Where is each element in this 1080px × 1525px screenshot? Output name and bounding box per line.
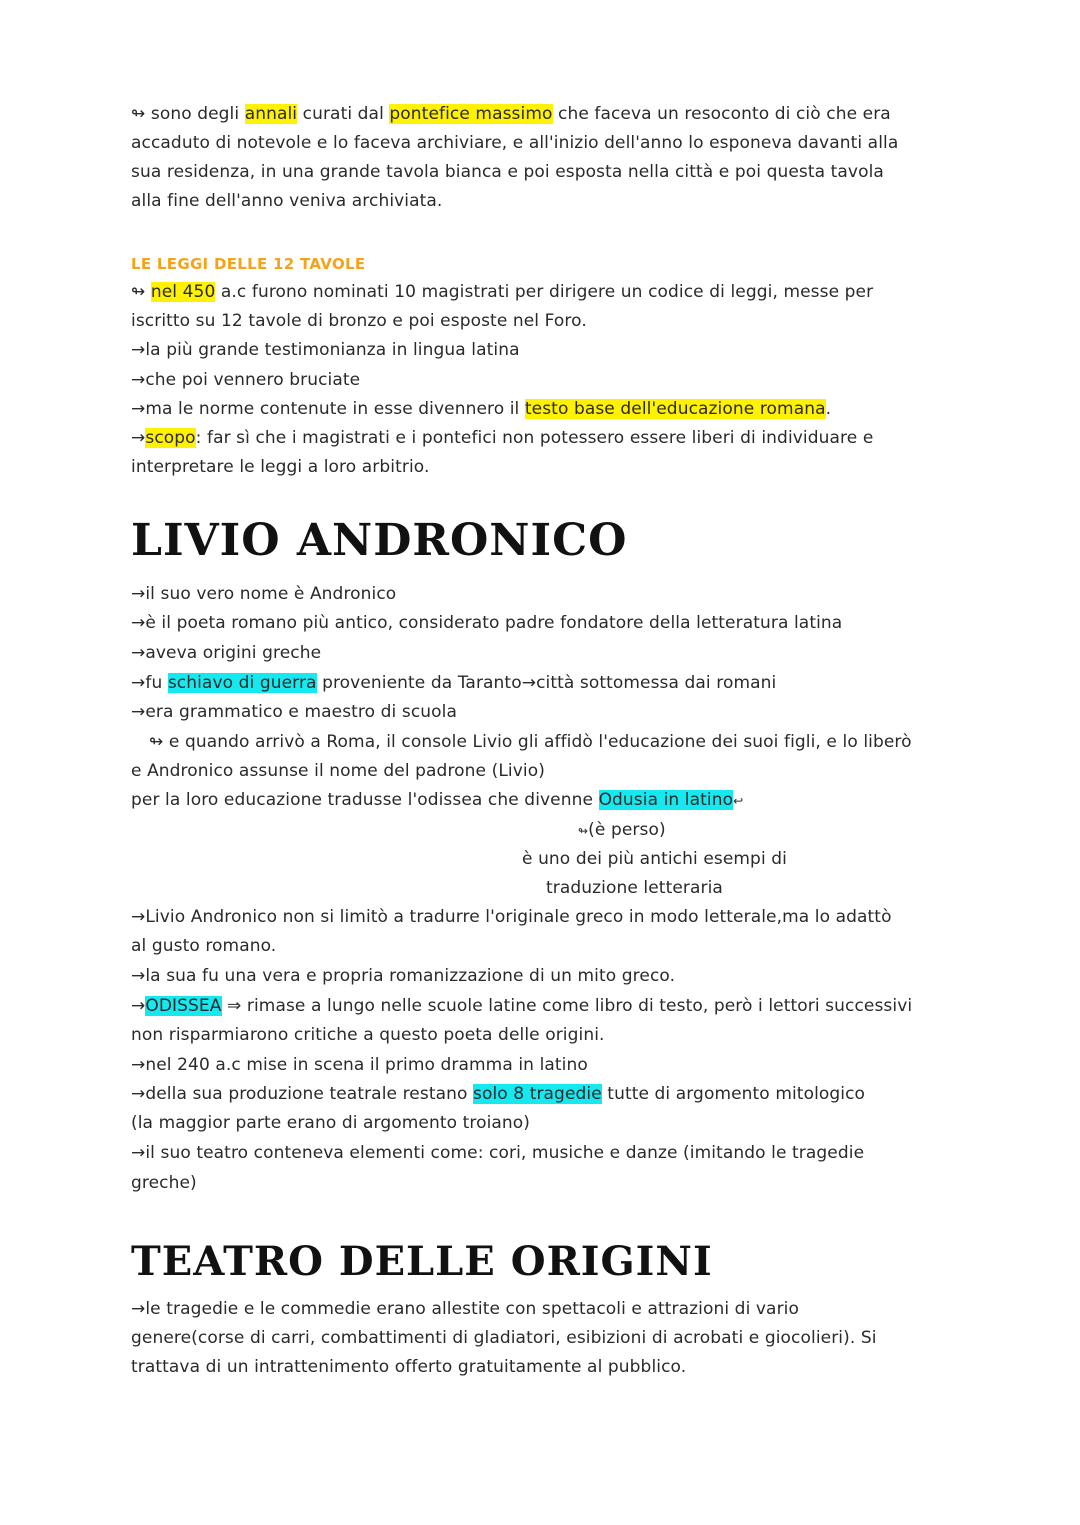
livio-line-5: →era grammatico e maestro di scuola: [131, 702, 457, 722]
leggi-line-5: →ma le norme contenute in esse divennero il testo base dell'educazione romana.: [131, 399, 832, 419]
arrow-icon: →: [131, 1084, 146, 1104]
livio-line-19: (la maggior parte erano di argomento troiano): [131, 1113, 531, 1133]
livio-line-17: →nel 240 a.c mise in scena il primo dramma in latino: [131, 1055, 588, 1075]
arrow-icon: →: [131, 1299, 146, 1319]
intro-line-3: sua residenza, in una grande tavola bianca e poi esposta nella città e poi questa tavola: [131, 162, 884, 182]
intro-line-4: alla fine dell'anno veniva archiviata.: [131, 191, 443, 211]
intro-line-2: accaduto di notevole e lo faceva archiviare, e all'inizio dell'anno lo esponeva davanti alla: [131, 133, 899, 153]
arrow-icon: →: [131, 370, 146, 390]
livio-line-4: →fu schiavo di guerra proveniente da Taranto→città sottomessa dai romani: [131, 673, 777, 693]
highlight-8-tragedie: solo 8 tragedie: [472, 1084, 602, 1104]
teatro-title: TEATRO DELLE ORIGINI: [131, 1238, 713, 1285]
arrow-icon: →: [131, 399, 146, 419]
highlight-scopo: scopo: [145, 428, 196, 448]
arrow-icon: →: [131, 996, 146, 1016]
leggi-heading: LE LEGGI DELLE 12 TAVOLE: [131, 255, 366, 273]
arrow-icon: →: [131, 673, 146, 693]
livio-title: LIVIO ANDRONICO: [131, 515, 628, 566]
return-icon: ↩: [733, 794, 744, 808]
arrow-icon: →: [131, 702, 146, 722]
arrow-icon: →: [131, 643, 146, 663]
livio-line-18: →della sua produzione teatrale restano solo 8 tragedie tutte di argomento mitologico: [131, 1084, 866, 1104]
livio-line-20: →il suo teatro conteneva elementi come: cori, musiche e danze (imitando le tragedie: [131, 1143, 865, 1163]
hook-icon: ↬: [131, 104, 146, 124]
leggi-line-7: interpretare le leggi a loro arbitrio.: [131, 457, 430, 477]
hook-icon: ↬: [578, 824, 589, 838]
highlight-pontefice: pontefice massimo: [389, 104, 553, 124]
double-arrow-icon: ⇒: [227, 996, 242, 1016]
livio-line-16: non risparmiarono critiche a questo poeta delle origini.: [131, 1025, 605, 1045]
arrow-icon: →: [131, 1143, 146, 1163]
hook-icon: ↬: [131, 282, 146, 302]
leggi-line-3: →la più grande testimonianza in lingua latina: [131, 340, 520, 360]
livio-line-8: per la loro educazione tradusse l'odissea che divenne Odusia in latino↩: [131, 790, 744, 810]
livio-line-9: ↬(è perso): [578, 820, 666, 840]
teatro-line-1: →le tragedie e le commedie erano allestite con spettacoli e attrazioni di vario: [131, 1299, 799, 1319]
arrow-icon: →: [131, 340, 146, 360]
arrow-icon: →: [521, 673, 537, 693]
highlight-testo-base: testo base dell'educazione romana: [524, 399, 826, 419]
arrow-icon: →: [131, 584, 146, 604]
leggi-line-4: →che poi vennero bruciate: [131, 370, 361, 390]
livio-line-3: →aveva origini greche: [131, 643, 322, 663]
livio-line-1: →il suo vero nome è Andronico: [131, 584, 397, 604]
highlight-schiavo: schiavo di guerra: [167, 673, 317, 693]
livio-line-11: traduzione letteraria: [546, 878, 723, 898]
arrow-icon: →: [131, 907, 146, 927]
livio-line-21: greche): [131, 1173, 197, 1193]
highlight-annali: annali: [244, 104, 298, 124]
leggi-line-2: iscritto su 12 tavole di bronzo e poi esposte nel Foro.: [131, 311, 587, 331]
arrow-icon: →: [131, 1055, 146, 1075]
arrow-icon: →: [131, 966, 146, 986]
leggi-line-1: ↬ nel 450 a.c furono nominati 10 magistrati per dirigere un codice di leggi, messe per: [131, 282, 874, 302]
livio-line-2: →è il poeta romano più antico, considerato padre fondatore della letteratura latina: [131, 613, 843, 633]
livio-line-13: al gusto romano.: [131, 936, 277, 956]
livio-line-14: →la sua fu una vera e propria romanizzazione di un mito greco.: [131, 966, 676, 986]
arrow-icon: →: [131, 613, 146, 633]
teatro-line-2: genere(corse di carri, combattimenti di gladiatori, esibizioni di acrobati e giocolieri). Si: [131, 1328, 877, 1348]
highlight-odissea: ODISSEA: [145, 996, 222, 1016]
livio-line-6: ↬ e quando arrivò a Roma, il console Livio gli affidò l'educazione dei suoi figli, e lo liberò: [149, 732, 912, 752]
leggi-line-6: →scopo: far sì che i magistrati e i pontefici non potessero essere liberi di individuare e: [131, 428, 874, 448]
highlight-450: nel 450: [150, 282, 216, 302]
livio-line-7: e Andronico assunse il nome del padrone (Livio): [131, 761, 545, 781]
highlight-odusia: Odusia in latino: [598, 790, 734, 810]
arrow-icon: →: [131, 428, 146, 448]
teatro-line-3: trattava di un intrattenimento offerto gratuitamente al pubblico.: [131, 1357, 687, 1377]
livio-line-12: →Livio Andronico non si limitò a tradurre l'originale greco in modo letterale,ma lo adattò: [131, 907, 892, 927]
hook-icon: ↬: [149, 732, 164, 752]
livio-line-15: →ODISSEA ⇒ rimase a lungo nelle scuole latine come libro di testo, però i lettori successivi: [131, 996, 913, 1016]
livio-line-10: è uno dei più antichi esempi di: [522, 849, 787, 869]
intro-line-1: ↬ sono degli annali curati dal pontefice massimo che faceva un resoconto di ciò che era: [131, 104, 891, 124]
